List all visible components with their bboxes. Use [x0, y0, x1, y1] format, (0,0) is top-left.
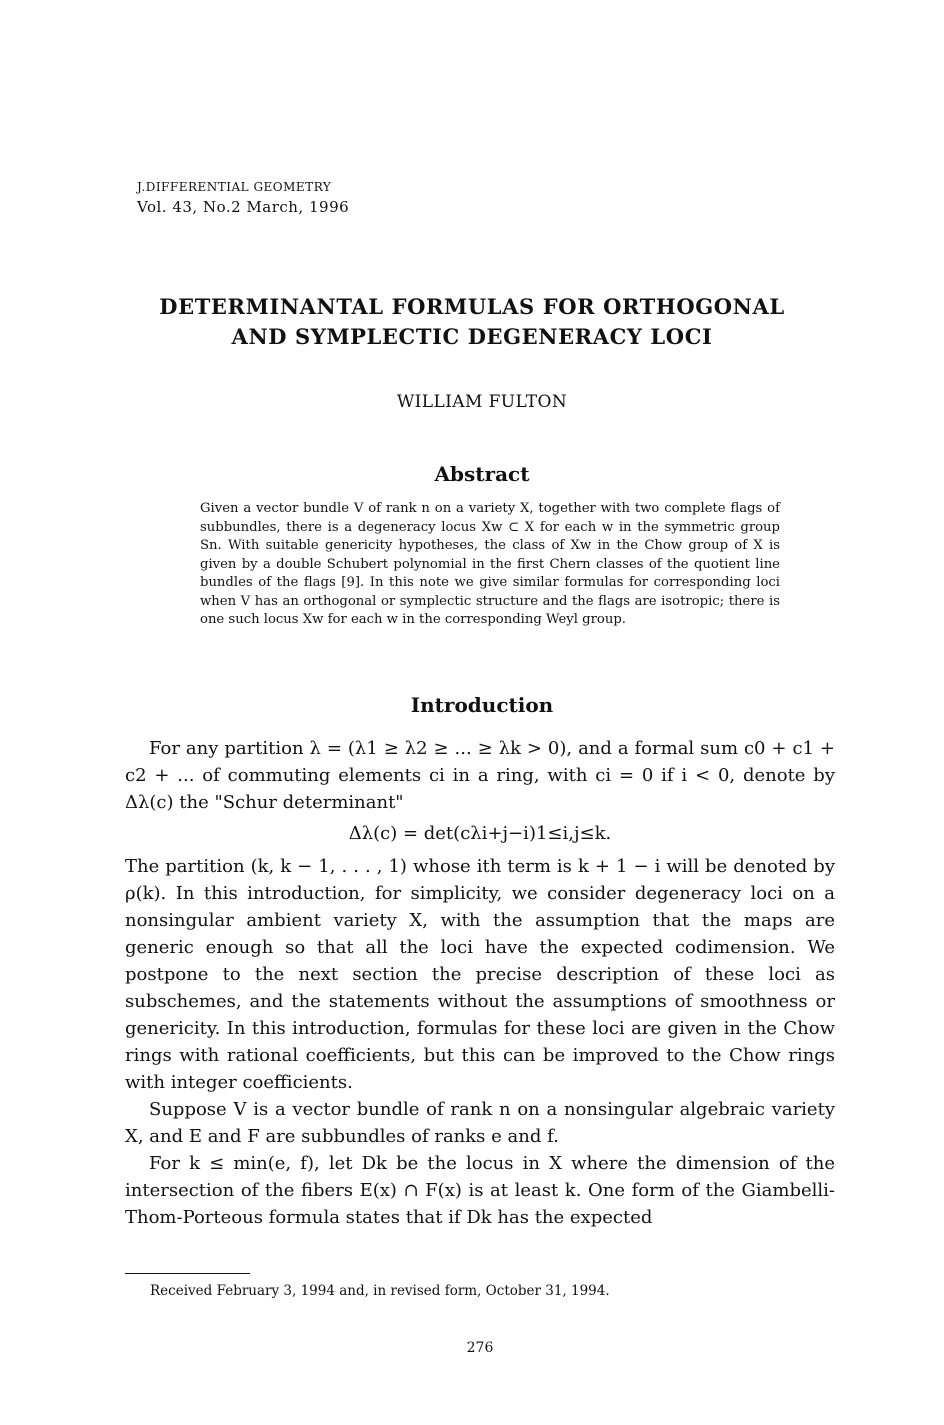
schur-determinant-formula: Δλ(c) = det(cλi+j−i)1≤i,j≤k.: [348, 823, 612, 844]
paper-title: [0, 292, 944, 352]
abstract-heading: Abstract: [434, 462, 530, 486]
footnote-rule: [125, 1273, 250, 1274]
journal-header: [137, 177, 349, 217]
footnote: Received February 3, 1994 and, in revised form, October 31, 1994.: [150, 1283, 610, 1299]
title-line-1: DETERMINANTAL FORMULAS FOR ORTHOGONAL: [159, 294, 785, 319]
journal-name: J.DIFFERENTIAL GEOMETRY: [137, 180, 332, 194]
paragraph-3: Suppose V is a vector bundle of rank n on a nonsingular algebraic variety X, and E and F are subbundles of ranks e and f.: [125, 1099, 835, 1147]
abstract-text: Given a vector bundle V of rank n on a variety X, together with two complete flags of subbundles, there is a degeneracy locus Xw ⊂ X for each w in the symmetric group Sn. With suitable genericity hypotheses, the class of Xw in the Chow group of X is given by a double Schubert polynomial in the first Chern classes of the quotient line bundles of the flags [9]. In this note we give similar formulas for corresponding loci when V has an orthogonal or symplectic structure and the flags are isotropic; there is one such locus Xw for each w in the corresponding Weyl group.: [200, 501, 780, 627]
title-line-2: AND SYMPLECTIC DEGENERACY LOCI: [231, 324, 713, 349]
author-name: WILLIAM FULTON: [396, 392, 568, 412]
paragraph-1: For any partition λ = (λ1 ≥ λ2 ≥ ... ≥ λk > 0), and a formal sum c0 + c1 + c2 + ... of commuting elements ci in a ring, with ci = 0 if i < 0, denote by Δλ(c) the "Schur determinant": [125, 738, 835, 813]
paragraph-4: For k ≤ min(e, f), let Dk be the locus in X where the dimension of the intersection of the fibers E(x) ∩ F(x) is at least k. One form of the Giambelli-Thom-Porteous formula states that if Dk has the expected: [125, 1153, 835, 1228]
page-number: 276: [466, 1340, 494, 1356]
introduction-body: [125, 735, 835, 1231]
introduction-heading: Introduction: [410, 693, 554, 717]
paragraph-2: The partition (k, k − 1, . . . , 1) whose ith term is k + 1 − i will be denoted by ρ(k). In this introduction, for simplicity, we consider degeneracy loci on a nonsingular ambient variety X, with the assumption that the maps are generic enough so that all the loci have the expected codimension. We postpone to the next section the precise description of these loci as subschemes, and the statements without the assumptions of smoothness or genericity. In this introduction, formulas for these loci are given in the Chow rings with rational coefficients, but this can be improved to the Chow rings with integer coefficients.: [125, 856, 835, 1093]
journal-volume: Vol. 43, No.2 March, 1996: [137, 198, 350, 216]
